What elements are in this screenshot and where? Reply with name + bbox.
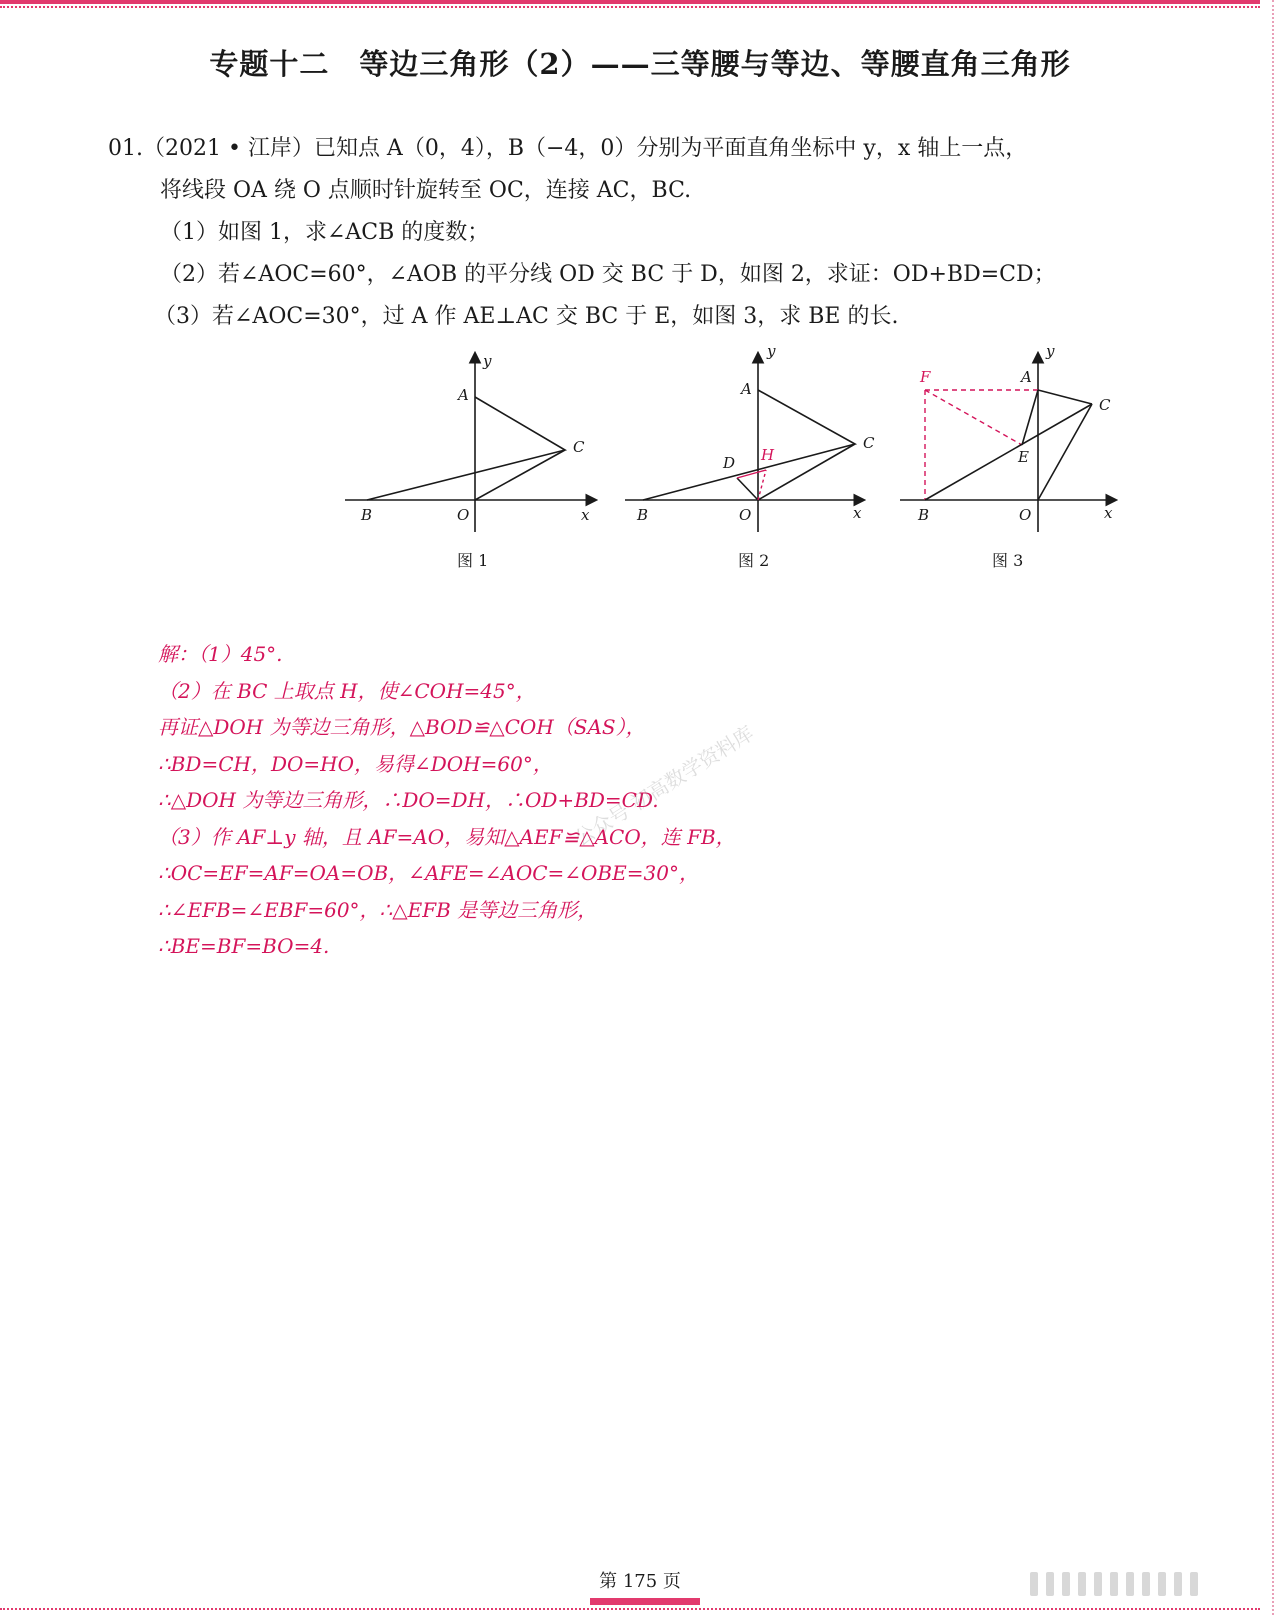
fig2-triangle	[643, 390, 855, 500]
solution-line-4: ∴BD=CH，DO=HO，易得∠DOH=60°，	[158, 751, 553, 776]
fig2-label-A: A	[741, 380, 752, 398]
fig2-label-y: y	[767, 342, 776, 360]
edge-mark	[1094, 1572, 1102, 1596]
question-1: （1）如图 1，求∠ACB 的度数；	[160, 220, 490, 245]
fig1-label-O: O	[457, 506, 470, 524]
page-title: 专题十二 等边三角形（2）——三等腰与等边、等腰直角三角形	[209, 47, 1071, 81]
fig3-label-y: y	[1046, 342, 1055, 360]
fig1-triangle	[367, 397, 565, 500]
edge-mark	[1126, 1572, 1134, 1596]
edge-mark	[1190, 1572, 1198, 1596]
figures-row	[350, 342, 1150, 592]
fig3-label-A: A	[1021, 368, 1032, 386]
solution-line-9: ∴BE=BF=BO=4.	[158, 934, 330, 958]
problem-statement	[108, 128, 1188, 338]
problem-line-1: 01.（2021 • 江岸）已知点 A（0，4），B（−4，0）分别为平面直角坐标中 y，x 轴上一点，	[108, 136, 1028, 161]
fig3-label-F: F	[920, 368, 931, 386]
solution-line-7: ∴OC=EF=AF=OA=OB，∠AFE=∠AOC=∠OBE=30°，	[158, 861, 699, 885]
solution-line-8: ∴∠EFB=∠EBF=60°，∴△EFB 是等边三角形，	[158, 897, 598, 922]
fig2-segment-OD	[737, 478, 758, 500]
solution-line-2: （2）在 BC 上取点 H，使∠COH=45°，	[158, 678, 536, 703]
fig1-label-y: y	[483, 352, 492, 370]
edge-mark	[1078, 1572, 1086, 1596]
fig3-caption: 图 3	[992, 551, 1024, 570]
solution-line-3: 再证△DOH 为等边三角形，△BOD≌△COH（SAS），	[158, 715, 646, 739]
fig3-segment-BC	[925, 404, 1092, 500]
edge-mark	[1110, 1572, 1118, 1596]
figure-2	[625, 342, 885, 582]
fig2-label-x: x	[853, 504, 862, 522]
solution-line-6: （3）作 AF⊥y 轴，且 AF=AO，易知△AEF≌△ACO，连 FB，	[158, 824, 736, 849]
fig3-segment-OC	[1038, 404, 1092, 500]
fig3-label-x: x	[1104, 504, 1113, 522]
fig1-label-B: B	[361, 506, 373, 524]
fig3-segment-FE	[925, 390, 1022, 445]
fig3-label-C: C	[1099, 396, 1111, 414]
fig3-label-B: B	[918, 506, 930, 524]
fig2-label-C: C	[863, 434, 875, 452]
fig3-label-O: O	[1019, 506, 1032, 524]
fig2-label-H: H	[761, 446, 775, 464]
top-border-dots	[0, 6, 1260, 8]
fig1-caption: 图 1	[457, 551, 489, 570]
watermark: 公众号 初高数学资料库	[570, 720, 758, 851]
edge-mark	[1174, 1572, 1182, 1596]
question-2: （2）若∠AOC=60°，∠AOB 的平分线 OD 交 BC 于 D，如图 2，求证：OD+BD=CD；	[160, 262, 1056, 287]
figure-1	[345, 352, 605, 582]
fig1-label-x: x	[581, 506, 590, 524]
edge-mark	[1030, 1572, 1038, 1596]
fig1-label-A: A	[458, 386, 469, 404]
right-border-dots	[1272, 0, 1274, 1615]
edge-mark	[1158, 1572, 1166, 1596]
bottom-border-dots	[0, 1608, 1260, 1610]
top-border-line	[0, 0, 1260, 4]
solution-block	[158, 636, 858, 965]
edge-mark	[1142, 1572, 1150, 1596]
solution-line-5: ∴△DOH 为等边三角形，∴DO=DH，∴OD+BD=CD.	[158, 788, 659, 812]
fig1-label-C: C	[573, 438, 585, 456]
fig1-segment-OC	[475, 450, 565, 500]
page-number: 第 175 页	[599, 1571, 681, 1592]
fig3-label-E: E	[1018, 448, 1029, 466]
bottom-accent-bar	[590, 1598, 700, 1605]
edge-marks	[1030, 1572, 1250, 1598]
problem-line-2: 将线段 OA 绕 O 点顺时针旋转至 OC，连接 AC，BC.	[160, 178, 692, 203]
edge-mark	[1046, 1572, 1054, 1596]
figure-3	[900, 342, 1160, 582]
fig2-label-D: D	[723, 454, 736, 472]
question-3: （3）若∠AOC=30°，过 A 作 AE⊥AC 交 BC 于 E，如图 3，求 BE 的长.	[154, 304, 899, 329]
fig2-label-O: O	[739, 506, 752, 524]
edge-mark	[1062, 1572, 1070, 1596]
fig2-label-B: B	[637, 506, 649, 524]
fig2-caption: 图 2	[738, 551, 770, 570]
fig3-segment-AC	[1038, 390, 1092, 404]
solution-line-1: 解：（1）45°.	[158, 642, 283, 666]
